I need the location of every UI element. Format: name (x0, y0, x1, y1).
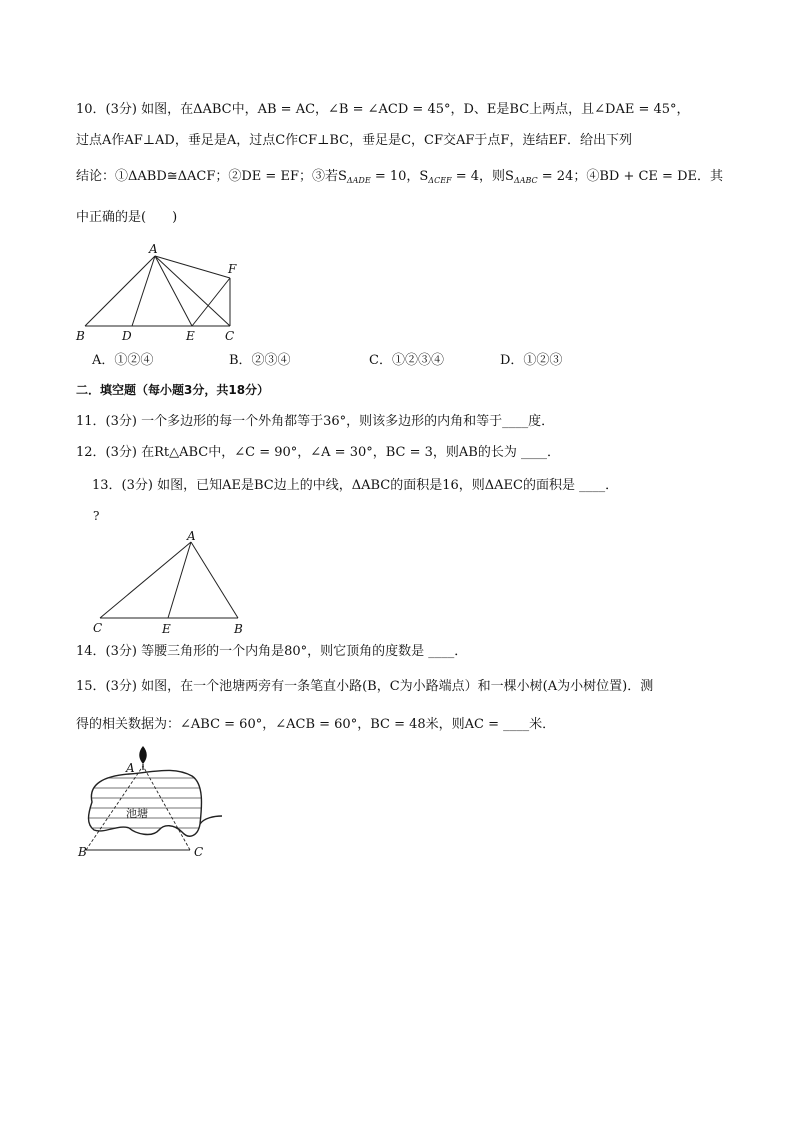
q13-figure (88, 528, 258, 638)
q12: 12．(3分) 在Rt△ABC中，∠C = 90°，∠A = 30°，BC = 3，则AB的长为 ____． (76, 445, 560, 460)
q13-mark: ? (93, 509, 100, 523)
label-a: A (126, 761, 135, 775)
q10-line-3-part-d: = 24；④BD + CE = DE．其 (537, 169, 723, 184)
q10-figure (70, 236, 250, 346)
q10-line-3 (76, 167, 723, 191)
label-c: C (93, 621, 103, 635)
label-e: E (186, 329, 195, 343)
q10-line-3-part-c: = 4，则S (451, 169, 514, 184)
label-a: A (187, 529, 196, 543)
q11: 11．(3分) 一个多边形的每一个外角都等于36°，则该多边形的内角和等于____度． (76, 414, 555, 429)
label-a: A (149, 242, 158, 256)
label-b: B (234, 622, 243, 636)
q14: 14．(3分) 等腰三角形的一个内角是80°，则它顶角的度数是 ____． (76, 644, 468, 659)
subscript-cef: ΔCEF (428, 176, 452, 185)
label-b: B (76, 329, 85, 343)
q15-line-1: 15．(3分) 如图，在一个池塘两旁有一条笔直小路(B，C为小路端点）和一棵小树(A为小树位置)．测 (76, 679, 654, 694)
option-b: B．②③④ (229, 353, 291, 368)
pond-outline (89, 770, 202, 836)
segment-ab (85, 256, 155, 326)
q10-line-3-part-a: 结论：①ΔABD≅ΔACF；②DE = EF；③若S (76, 169, 347, 184)
option-a: A．①②④ (92, 353, 154, 368)
label-b: B (78, 845, 87, 859)
label-e: E (162, 622, 171, 636)
q10-line-1: 10．(3分) 如图，在ΔABC中，AB = AC，∠B = ∠ACD = 45°，D、E是BC上两点，且∠DAE = 45°， (76, 102, 690, 117)
segment-ae (155, 256, 192, 326)
label-d: D (122, 329, 132, 343)
label-f: F (228, 262, 237, 276)
segment-ad (132, 256, 155, 326)
q10-line-4: 中正确的是( ) (76, 210, 178, 225)
segment-ca (100, 542, 191, 618)
subscript-ade: ΔADE (346, 176, 371, 185)
q13: 13．(3分) 如图，已知AE是BC边上的中线，ΔABC的面积是16，则ΔAEC的面积是 ____． (92, 478, 619, 493)
section-heading: 二．填空题（每小题3分，共18分） (76, 383, 270, 397)
q10-line-3-part-b: = 10，S (370, 169, 429, 184)
label-c: C (194, 845, 204, 859)
segment-ae (168, 542, 191, 618)
option-d: D．①②③ (500, 353, 563, 368)
q15-figure (74, 744, 234, 864)
q15-line-2: 得的相关数据为：∠ABC = 60°，∠ACB = 60°，BC = 48米，则AC = ____米． (76, 717, 556, 732)
tree-icon (139, 746, 147, 764)
q10-line-2: 过点A作AF⊥AD，垂足是A，过点C作CF⊥BC，垂足是C，CF交AF于点F，连结EF．给出下列 (76, 133, 632, 148)
label-c: C (225, 329, 235, 343)
stream-outline (200, 816, 222, 824)
option-c: C．①②③④ (369, 353, 444, 368)
segment-ef (192, 278, 230, 326)
segment-ab (191, 542, 238, 618)
subscript-abc: ΔABC (513, 176, 538, 185)
pond-label: 池塘 (126, 807, 148, 820)
